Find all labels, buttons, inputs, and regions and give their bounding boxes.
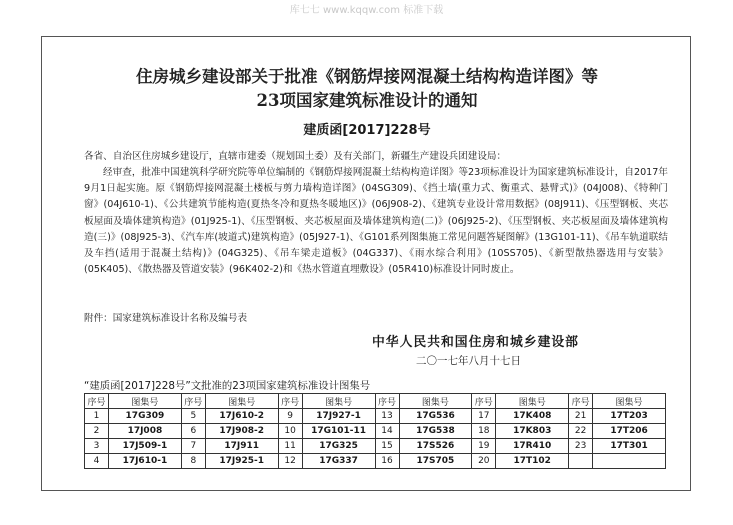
cell-no: 21 (569, 409, 593, 424)
addressee-line: 各省、自治区住房城乡建设厅，直辖市建委（规划国土委）及有关部门，新疆生产建设兵团建设局： (84, 151, 507, 162)
cell-code: 17T203 (593, 409, 666, 424)
cell-code: 17J927-1 (302, 409, 375, 424)
header-no: 序号 (569, 394, 593, 409)
cell-no: 16 (375, 454, 399, 469)
header-code: 图集号 (108, 394, 181, 409)
cell-code: 17G536 (399, 409, 472, 424)
cell-code: 17G538 (399, 424, 472, 439)
cell-no: 15 (375, 439, 399, 454)
cell-code: 17K408 (496, 409, 569, 424)
table-row (85, 409, 666, 424)
cell-code: 17J925-1 (205, 454, 278, 469)
notice-body-paragraph: 经审查，批准中国建筑科学研究院等单位编制的《钢筋焊接网混凝土结构构造详图》等23项标准设计为国家建筑标准设计，自2017年9月1日起实施。原《钢筋焊接网混凝土楼板与剪力墙构造详图》(04SG309)、《挡土墙(重力式、衡重式、悬臂式)》(04J008)、《特种门窗》(04J610-1)、《公共建筑节能构造(夏热冬冷和夏热冬暖地区)》(06J908-2)、《建筑专业设计常用数据》(08J911)、《压型钢板、夹芯板屋面及墙体建筑构造》(01J925-1)、《压型钢板、夹芯板屋面及墙体建筑构造(二)》(06J925-2)、《压型钢板、夹芯板屋面及墙体建筑构造(三)》(08J925-3)、《汽车库(坡道式)建筑构造》(05J927-1)、《G101系列图集施工常见问题答疑图解》(13G101-11)、《吊车轨道联结及车挡(适用于混凝土结构)》(04G325)、《吊车梁走道板》(04G337)、《雨水综合利用》(10SS705)、《新型散热器选用与安装》(05K405)、《散热器及管道安装》(96K402-2)和《热水管道直埋敷设》(05R410)标准设计同时废止。 (84, 167, 668, 276)
header-no: 序号 (278, 394, 302, 409)
cell-no: 1 (85, 409, 109, 424)
cell-code: 17G325 (302, 439, 375, 454)
cell-code: 17S705 (399, 454, 472, 469)
cell-code: 17T206 (593, 424, 666, 439)
table-caption: “建质函[2017]228号”文批准的23项国家建筑标准设计图集号 (84, 380, 371, 392)
cell-code: 17J008 (108, 424, 181, 439)
cell-no: 3 (85, 439, 109, 454)
issue-date: 二〇一七年八月十七日 (416, 355, 521, 367)
cell-no: 9 (278, 409, 302, 424)
cell-no: 17 (472, 409, 496, 424)
header-code: 图集号 (496, 394, 569, 409)
table-header-row (85, 394, 666, 409)
cell-code: 17J908-2 (205, 424, 278, 439)
header-code: 图集号 (205, 394, 278, 409)
document-frame (41, 36, 691, 491)
table-row (85, 439, 666, 454)
cell-no: 10 (278, 424, 302, 439)
cell-code: 17R410 (496, 439, 569, 454)
cell-no: 14 (375, 424, 399, 439)
issuer-signature: 中华人民共和国住房和城乡建设部 (372, 335, 579, 350)
cell-no: 19 (472, 439, 496, 454)
table-row (85, 424, 666, 439)
cell-no: 18 (472, 424, 496, 439)
cell-no: 11 (278, 439, 302, 454)
notice-title-line2: 23项国家建筑标准设计的通知 (256, 91, 478, 110)
header-no: 序号 (181, 394, 205, 409)
document-number: 建质函[2017]228号 (303, 123, 431, 138)
cell-code: 17S526 (399, 439, 472, 454)
cell-no: 13 (375, 409, 399, 424)
cell-no: 22 (569, 424, 593, 439)
cell-no: 7 (181, 439, 205, 454)
cell-code: 17T301 (593, 439, 666, 454)
cell-code: 17J610-1 (108, 454, 181, 469)
watermark-text: 库七七 www.kqqw.com 标准下载 (289, 5, 444, 16)
cell-code: 17G101-11 (302, 424, 375, 439)
header-code: 图集号 (399, 394, 472, 409)
cell-no: 2 (85, 424, 109, 439)
cell-code: 17T102 (496, 454, 569, 469)
cell-no: 5 (181, 409, 205, 424)
cell-code: 17G309 (108, 409, 181, 424)
cell-no: 20 (472, 454, 496, 469)
cell-no: 4 (85, 454, 109, 469)
header-code: 图集号 (593, 394, 666, 409)
cell-code: 17J610-2 (205, 409, 278, 424)
cell-code: 17G337 (302, 454, 375, 469)
attachment-line: 附件：国家建筑标准设计名称及编号表 (84, 313, 248, 324)
cell-no: 12 (278, 454, 302, 469)
cell-no (569, 454, 593, 469)
table-row (85, 454, 666, 469)
cell-no: 6 (181, 424, 205, 439)
cell-no: 8 (181, 454, 205, 469)
cell-code: 17J509-1 (108, 439, 181, 454)
header-no: 序号 (85, 394, 109, 409)
header-no: 序号 (472, 394, 496, 409)
cell-code: 17K803 (496, 424, 569, 439)
header-no: 序号 (375, 394, 399, 409)
cell-code: 17J911 (205, 439, 278, 454)
cell-no: 23 (569, 439, 593, 454)
atlas-number-table (84, 393, 666, 469)
notice-title-line1: 住房城乡建设部关于批准《钢筋焊接网混凝土结构构造详图》等 (136, 67, 598, 86)
header-code: 图集号 (302, 394, 375, 409)
cell-code (593, 454, 666, 469)
